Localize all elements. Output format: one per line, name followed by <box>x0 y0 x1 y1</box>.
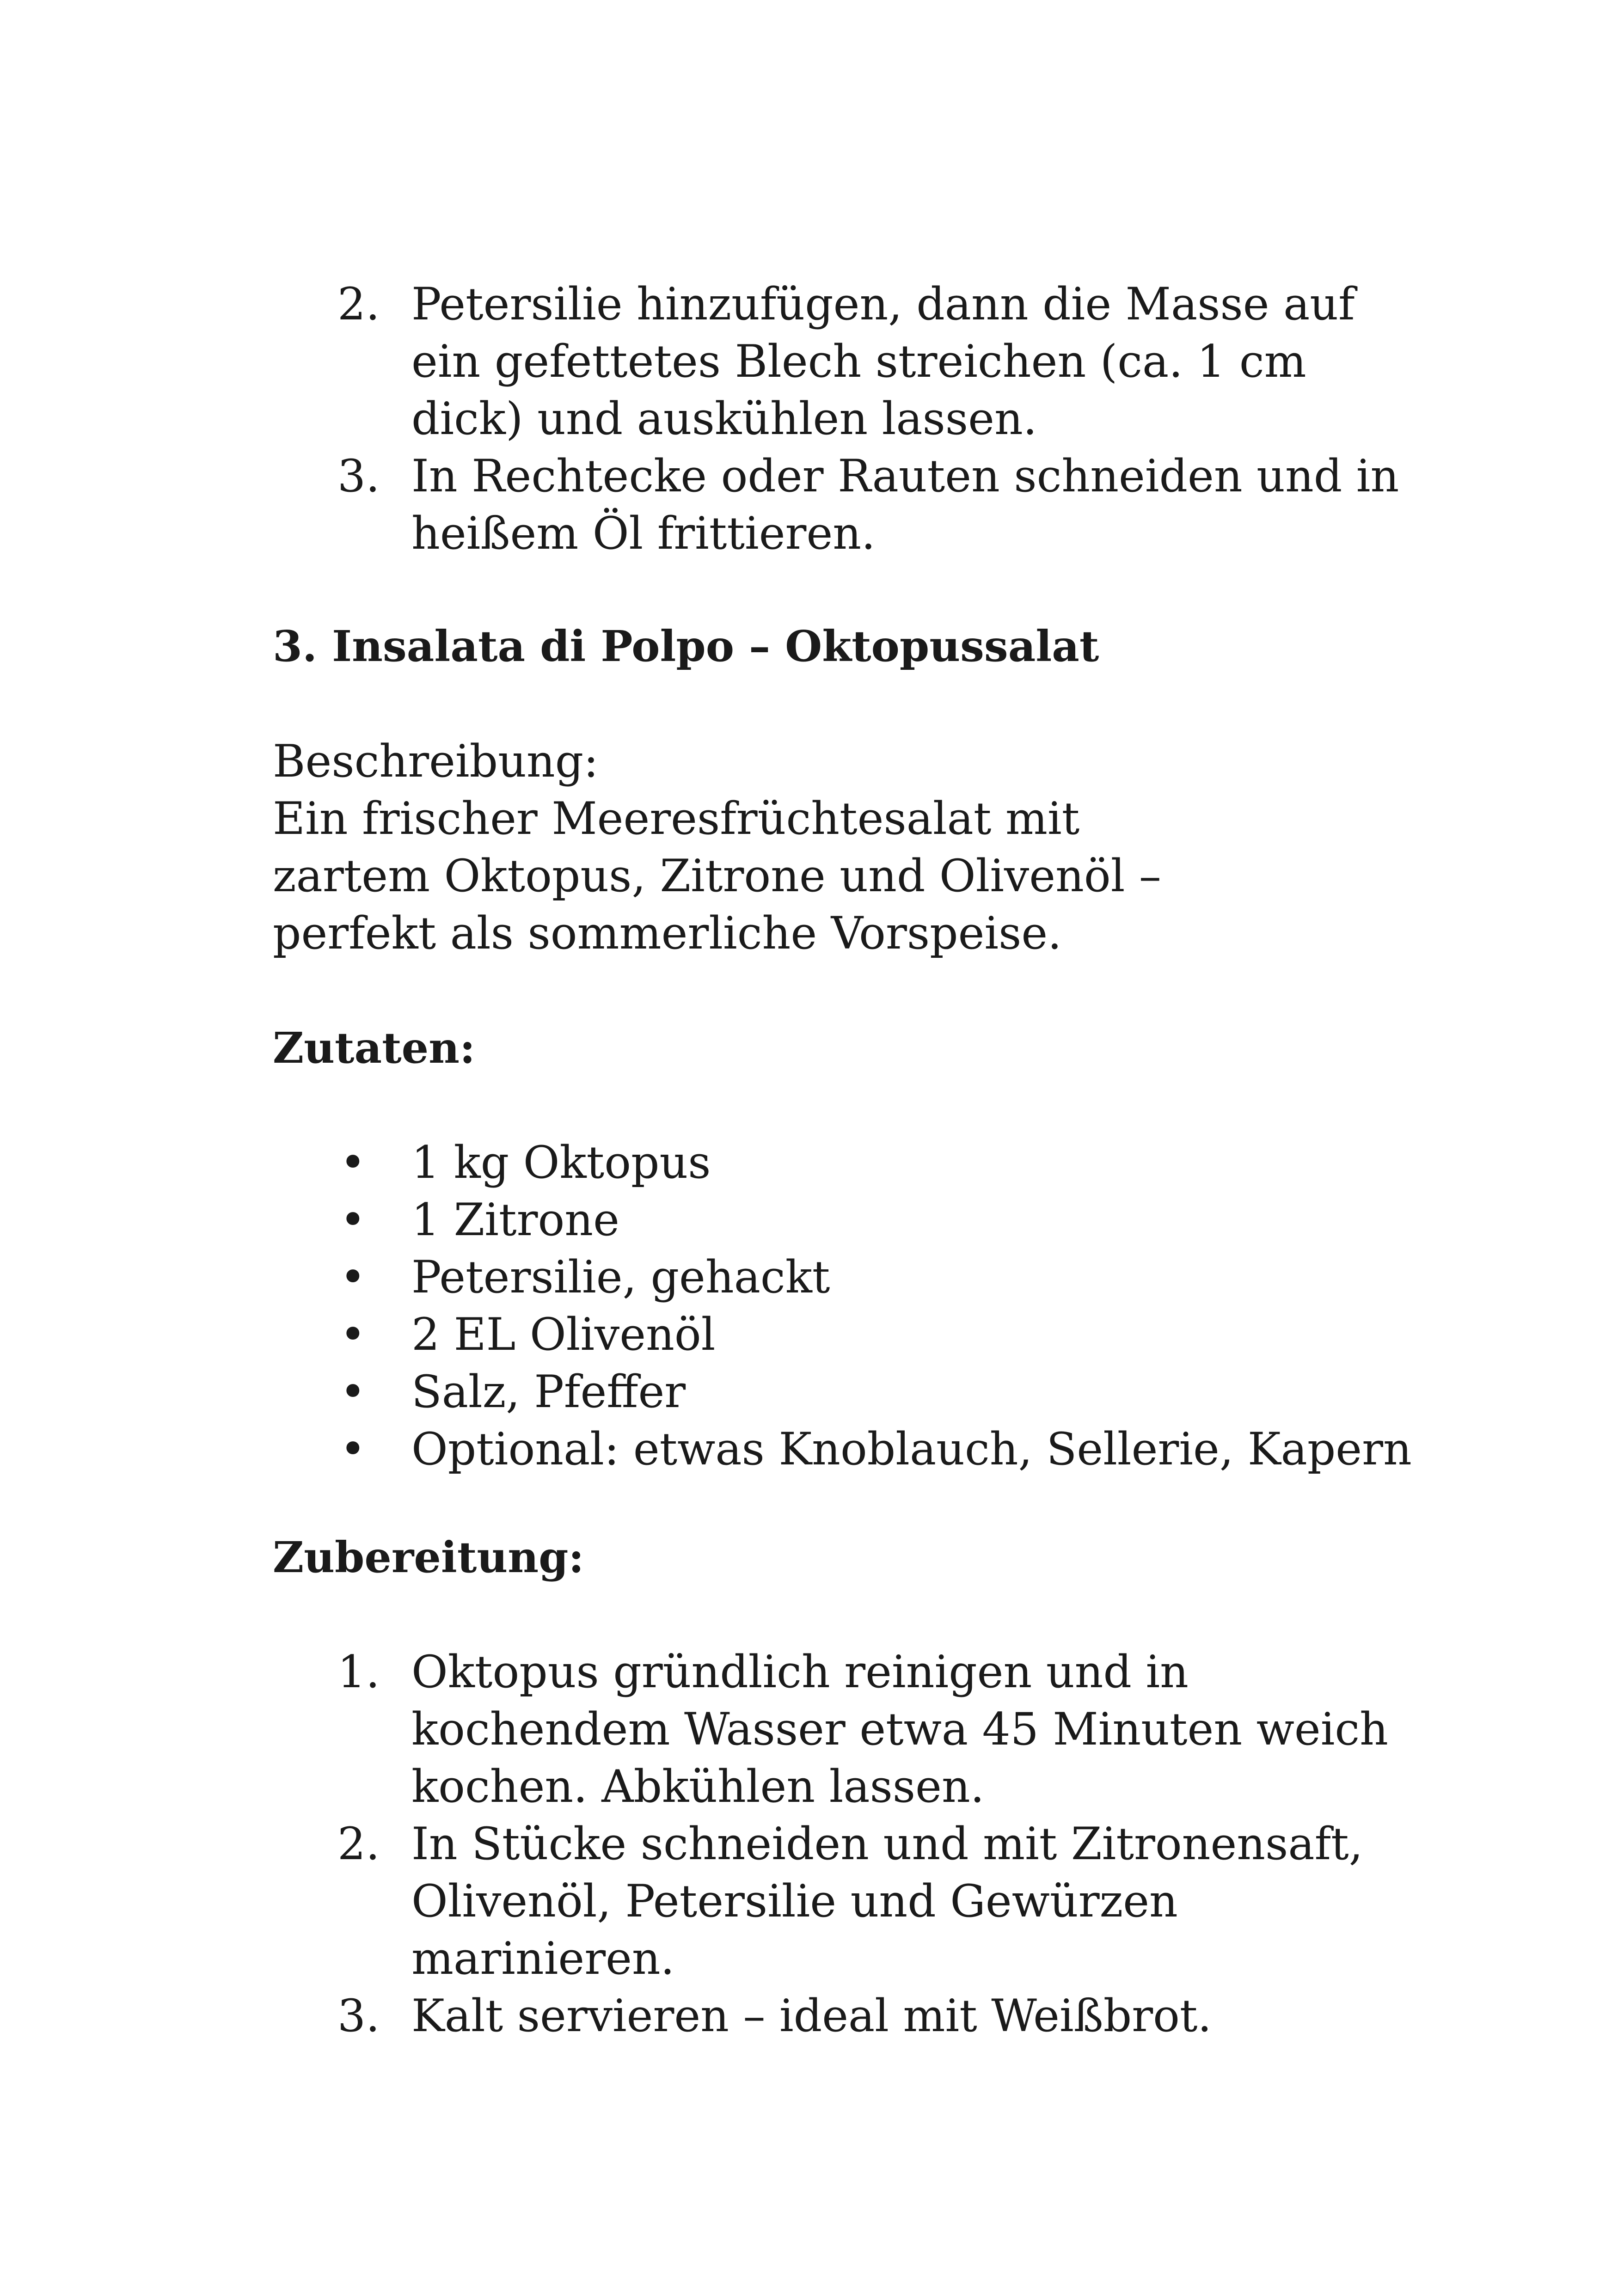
list-item <box>273 447 1428 562</box>
ingredient-text: 1 kg Oktopus <box>411 1137 711 1188</box>
list-item <box>273 1249 1428 1306</box>
list-item <box>273 1643 1428 1815</box>
ingredient-text: Optional: etwas Knoblauch, Sellerie, Kapern <box>411 1423 1412 1475</box>
preparation-steps-list <box>273 1643 1428 2045</box>
step-number: 1. <box>337 1646 380 1698</box>
step-text: In Rechtecke oder Rauten schneiden und in heißem Öl frittieren. <box>411 450 1399 559</box>
ingredient-text: Salz, Pfeffer <box>411 1366 686 1418</box>
list-item <box>273 1134 1428 1191</box>
bullet-icon: • <box>340 1137 366 1188</box>
recipe-title: 3. Insalata di Polpo – Oktopussalat <box>273 621 1099 671</box>
list-item <box>273 1191 1428 1249</box>
step-number: 3. <box>337 1990 380 2042</box>
step-text: Oktopus gründlich reinigen und in kochendem Wasser etwa 45 Minuten weich kochen. Abkühlen lassen. <box>411 1646 1388 1812</box>
ingredient-text: 1 Zitrone <box>411 1194 619 1246</box>
list-item <box>273 1363 1428 1420</box>
bullet-icon: • <box>340 1194 366 1246</box>
list-item <box>273 276 1428 447</box>
ingredient-text: 2 EL Olivenöl <box>411 1309 716 1360</box>
previous-steps-list <box>273 276 1428 562</box>
bullet-icon: • <box>340 1309 366 1360</box>
bullet-icon: • <box>340 1423 366 1475</box>
list-item <box>273 1987 1428 2045</box>
step-number: 3. <box>337 450 380 502</box>
list-item <box>273 1420 1428 1478</box>
description-text: Ein frischer Meeresfrüchtesalat mit zartem Oktopus, Zitrone und Olivenöl – perfekt als sommerliche Vorspeise. <box>273 793 1161 959</box>
step-text: In Stücke schneiden und mit Zitronensaft, Olivenöl, Petersilie und Gewürzen marinieren. <box>411 1818 1363 1984</box>
ingredients-list <box>273 1134 1428 1478</box>
bullet-icon: • <box>340 1251 366 1303</box>
step-number: 2. <box>337 1818 380 1870</box>
list-item <box>273 1306 1428 1363</box>
list-item <box>273 1815 1428 1987</box>
step-text: Kalt servieren – ideal mit Weißbrot. <box>411 1990 1212 2042</box>
description-label: Beschreibung: <box>273 735 599 787</box>
ingredient-text: Petersilie, gehackt <box>411 1251 830 1303</box>
preparation-heading: Zubereitung: <box>273 1532 584 1582</box>
bullet-icon: • <box>340 1366 366 1418</box>
ingredients-heading: Zutaten: <box>273 1023 476 1073</box>
step-number: 2. <box>337 278 380 330</box>
step-text: Petersilie hinzufügen, dann die Masse auf ein gefettetes Blech streichen (ca. 1 cm dick) und auskühlen lassen. <box>411 278 1355 445</box>
